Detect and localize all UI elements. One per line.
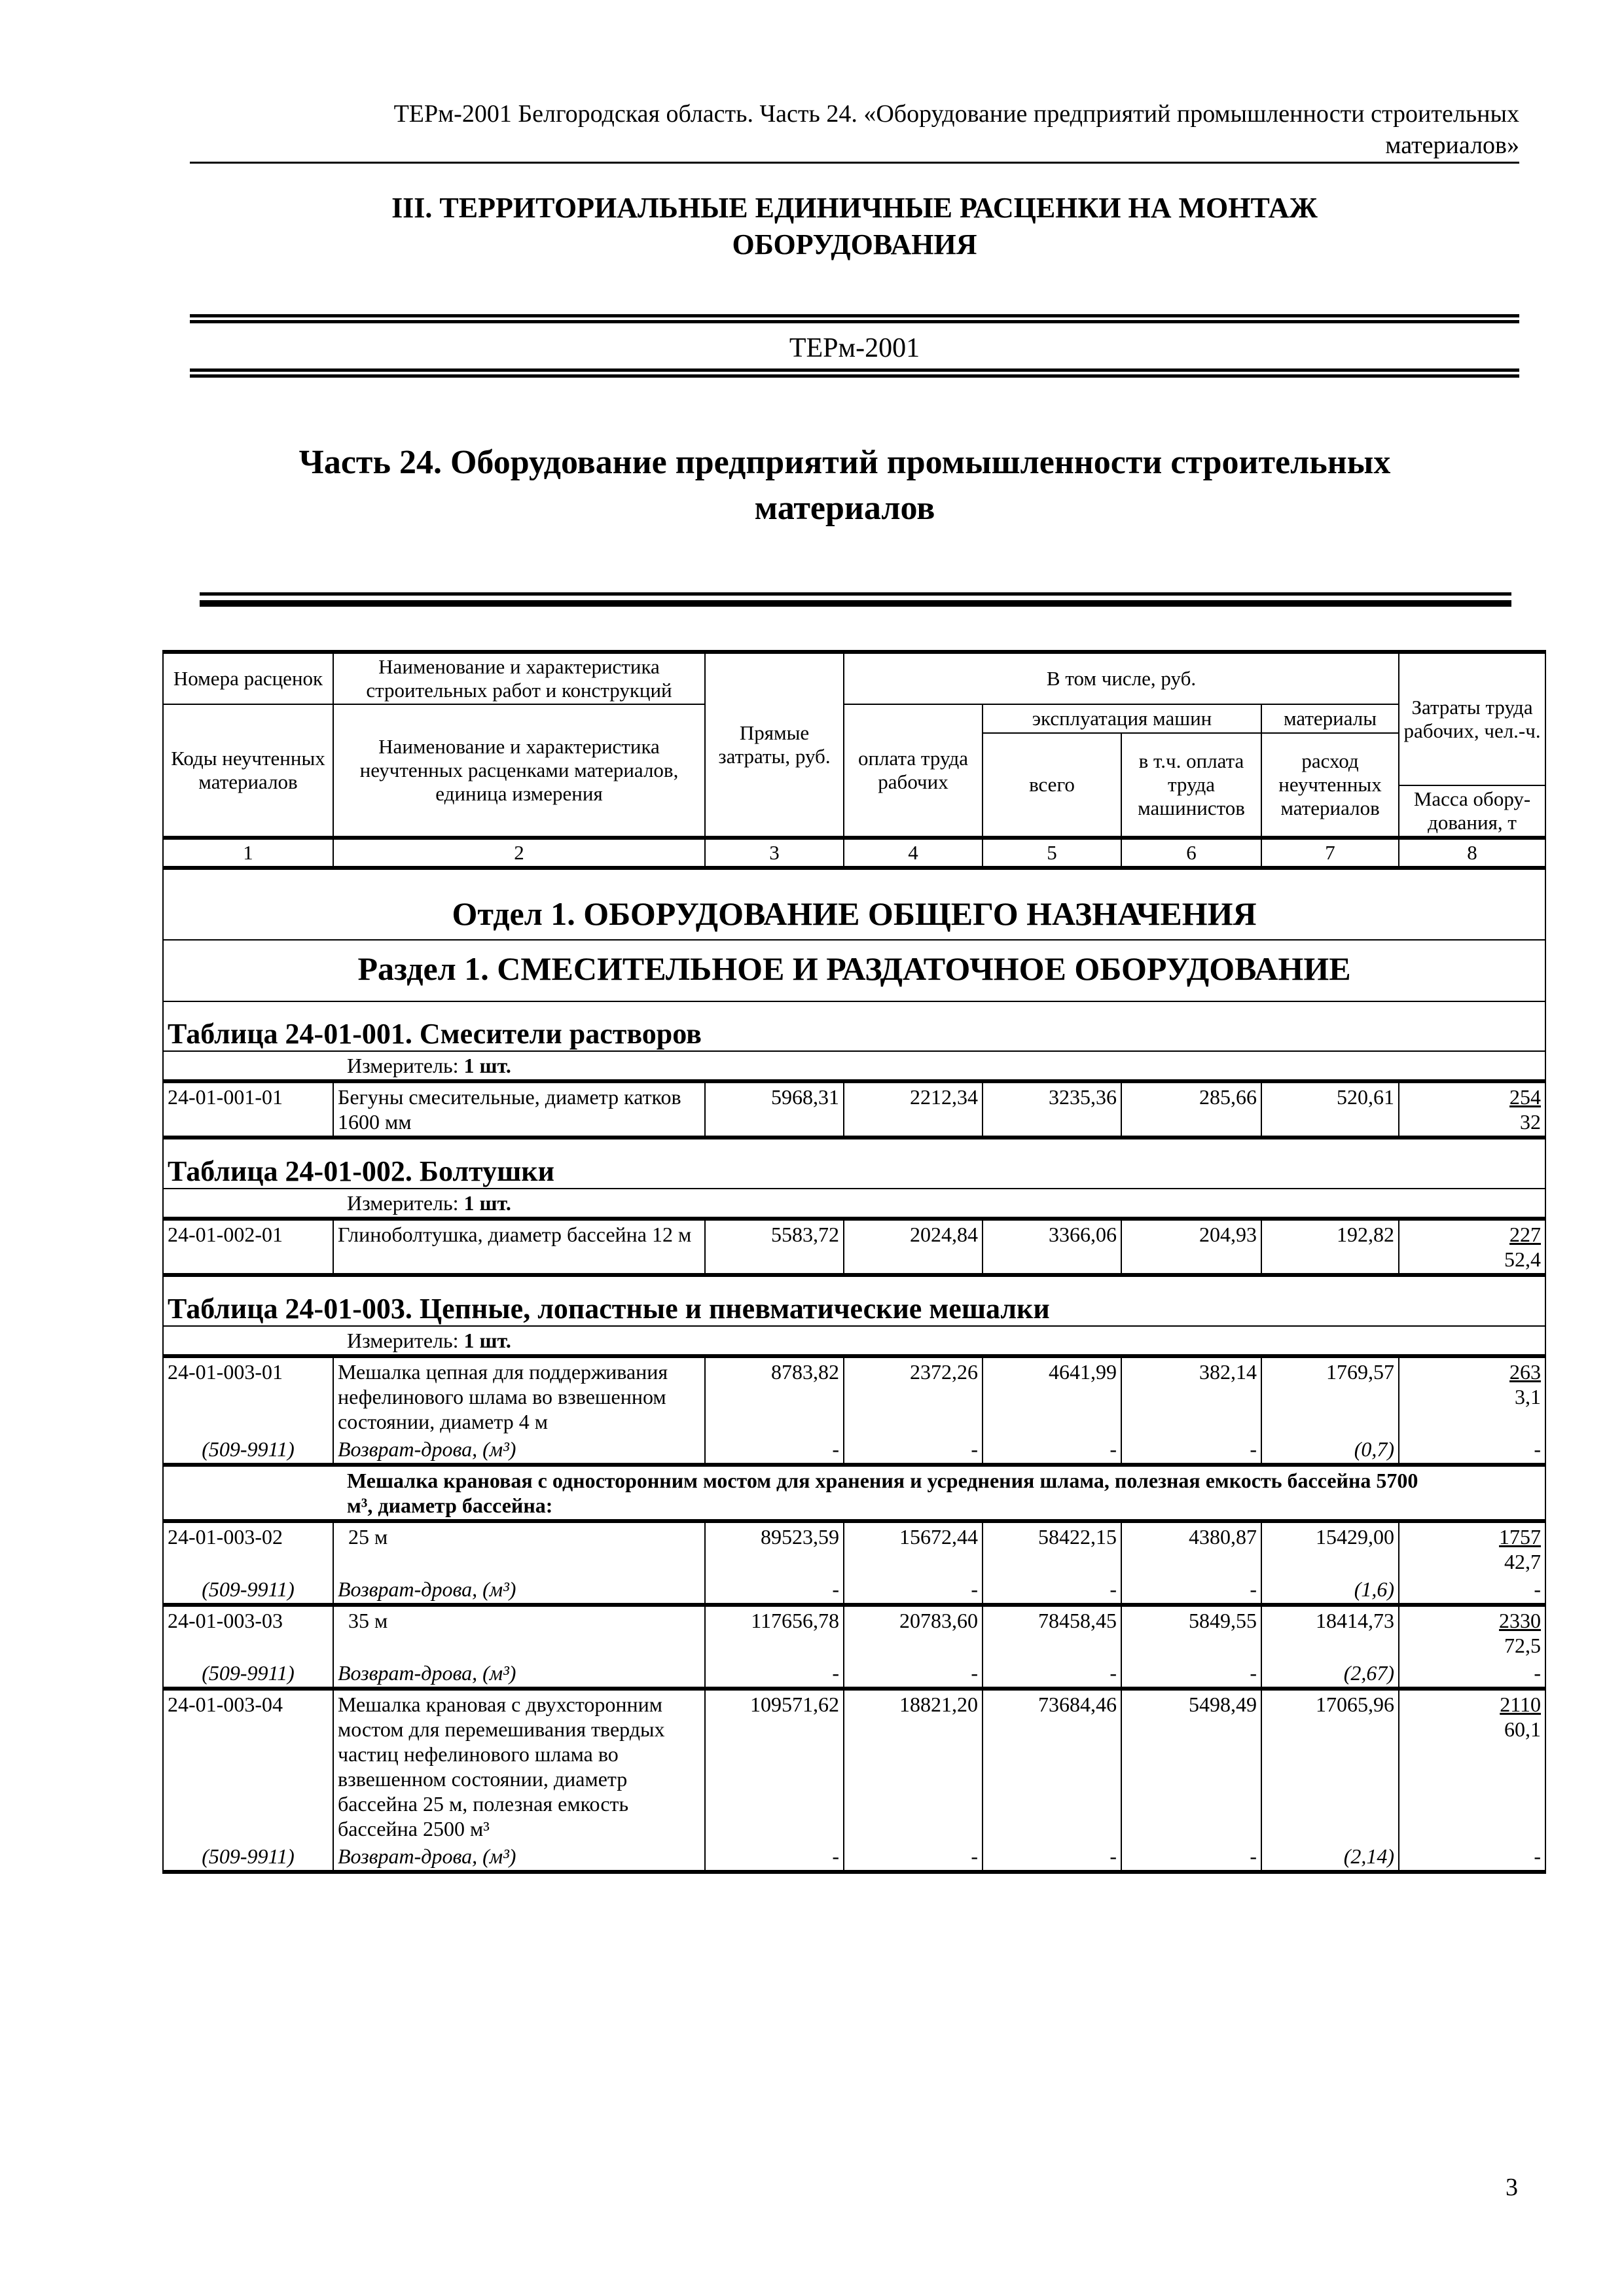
hdr-material-codes: Коды неучтенных материалов	[163, 704, 333, 838]
machinist-pay: 285,66	[1121, 1081, 1261, 1138]
equipment-mass: 52,4	[1504, 1247, 1542, 1271]
worker-pay: 20783,60	[844, 1605, 983, 1659]
rate-code: 24-01-002-01	[163, 1219, 333, 1275]
dash-cell: -	[1121, 1659, 1261, 1689]
section-title	[190, 190, 1519, 263]
material-row	[163, 1575, 1545, 1605]
rate-name: Глиноболтушка, диаметр бассейна 12 м	[333, 1219, 705, 1275]
table-row	[163, 1219, 1545, 1275]
machines-total: 78458,45	[983, 1605, 1121, 1659]
col-num-6: 6	[1121, 838, 1261, 868]
dash-cell: -	[844, 1575, 983, 1605]
direct-cost: 117656,78	[705, 1605, 844, 1659]
dash-cell: -	[1399, 1842, 1545, 1872]
rate-name: Бегуны смесительные, диаметр катков 1600 мм	[333, 1081, 705, 1138]
labor-hours: 2330	[1499, 1609, 1542, 1632]
table-title: Таблица 24-01-001. Смесители растворов	[163, 1001, 1545, 1051]
machinist-pay: 5498,49	[1121, 1689, 1261, 1842]
worker-pay: 2212,34	[844, 1081, 983, 1138]
measure-unit	[163, 1326, 1545, 1356]
material-code: (509-9911)	[163, 1435, 333, 1465]
dash-cell: -	[1121, 1842, 1261, 1872]
dash-cell: -	[705, 1842, 844, 1872]
hdr-labor-hours: Затраты труда рабочих, чел.-ч.	[1399, 652, 1545, 785]
material-name: Возврат-дрова, (м³)	[333, 1659, 705, 1689]
labor-mass	[1399, 1081, 1545, 1138]
hdr-worker-pay: оплата труда рабочих	[844, 704, 983, 838]
page-number: 3	[1506, 2174, 1518, 2201]
rate-name: Мешалка цепная для поддерживания нефелинового шлама во взвешенном состоянии, диаметр 4 м	[333, 1356, 705, 1435]
materials-cost: 17065,96	[1261, 1689, 1399, 1842]
double-rule-top	[190, 314, 1519, 323]
section-title-line1: III. ТЕРРИТОРИАЛЬНЫЕ ЕДИНИЧНЫЕ РАСЦЕНКИ НА МОНТАЖ	[391, 192, 1318, 224]
material-row	[163, 1435, 1545, 1465]
material-name: Возврат-дрова, (м³)	[333, 1575, 705, 1605]
part-title-line2: материалов	[754, 490, 935, 527]
hdr-machinist-pay: в т.ч. оплата труда машинистов	[1121, 733, 1261, 838]
material-row	[163, 1659, 1545, 1689]
measure-label: Измеритель:	[347, 1191, 459, 1215]
labor-hours: 1757	[1499, 1525, 1542, 1549]
materials-cost: 18414,73	[1261, 1605, 1399, 1659]
machinist-pay: 4380,87	[1121, 1521, 1261, 1575]
worker-pay: 15672,44	[844, 1521, 983, 1575]
dash-cell: -	[983, 1435, 1121, 1465]
dash-cell: -	[844, 1842, 983, 1872]
col-num-7: 7	[1261, 838, 1399, 868]
rate-code: 24-01-003-01	[163, 1356, 333, 1435]
machines-total: 58422,15	[983, 1521, 1121, 1575]
col-num-4: 4	[844, 838, 983, 868]
dash-cell: -	[983, 1842, 1121, 1872]
hdr-unaccounted-materials: расход неучтенных материалов	[1261, 733, 1399, 838]
dash-cell: -	[1399, 1659, 1545, 1689]
machines-total: 3235,36	[983, 1081, 1121, 1138]
equipment-mass: 3,1	[1515, 1385, 1542, 1408]
running-header-line1: ТЕРм-2001 Белгородская область. Часть 24. «Оборудование предприятий промышленности строительных	[393, 100, 1519, 128]
col-num-8: 8	[1399, 838, 1545, 868]
hdr-material-names: Наименование и характеристика неучтенных расценками материалов, единица измерения	[333, 704, 705, 838]
direct-cost: 5968,31	[705, 1081, 844, 1138]
dash-cell: -	[705, 1659, 844, 1689]
hdr-machines: эксплуатация машин	[983, 704, 1261, 733]
labor-mass	[1399, 1605, 1545, 1659]
direct-cost: 89523,59	[705, 1521, 844, 1575]
machines-total: 73684,46	[983, 1689, 1121, 1842]
table-row	[163, 1521, 1545, 1575]
material-row	[163, 1842, 1545, 1872]
dash-cell: -	[1121, 1575, 1261, 1605]
dash-cell: -	[705, 1435, 844, 1465]
measure-value: 1 шт.	[463, 1191, 511, 1215]
hdr-including: В том числе, руб.	[844, 652, 1399, 704]
section-title-line2: ОБОРУДОВАНИЯ	[732, 228, 977, 260]
table-title: Таблица 24-01-003. Цепные, лопастные и пневматические мешалки	[163, 1275, 1545, 1326]
dash-cell: -	[1399, 1575, 1545, 1605]
labor-hours: 263	[1509, 1360, 1542, 1384]
header-rule	[190, 162, 1519, 164]
rate-code: 24-01-003-03	[163, 1605, 333, 1659]
rate-name: 35 м	[333, 1605, 705, 1659]
labor-hours: 227	[1509, 1223, 1542, 1246]
machinist-pay: 382,14	[1121, 1356, 1261, 1435]
rate-name: 25 м	[333, 1521, 705, 1575]
rate-name: Мешалка крановая с двухсторонним мостом для перемешивания твердых частиц нефелинового шлама во взвешенном состоянии, диаметр бассейна 25 м, полезная емкость бассейна 2500 м³	[333, 1689, 705, 1842]
hdr-machines-total: всего	[983, 733, 1121, 838]
material-name: Возврат-дрова, (м³)	[333, 1842, 705, 1872]
equipment-mass: 60,1	[1504, 1717, 1542, 1741]
material-code: (509-9911)	[163, 1575, 333, 1605]
table-row	[163, 1689, 1545, 1842]
double-rule-thick	[200, 592, 1511, 607]
hdr-work-name: Наименование и характеристика строительных работ и конструкций	[333, 652, 705, 704]
material-name: Возврат-дрова, (м³)	[333, 1435, 705, 1465]
materials-cost: 520,61	[1261, 1081, 1399, 1138]
labor-mass	[1399, 1219, 1545, 1275]
material-code: (509-9911)	[163, 1842, 333, 1872]
measure-value: 1 шт.	[463, 1054, 511, 1077]
machines-total: 3366,06	[983, 1219, 1121, 1275]
table-row	[163, 1605, 1545, 1659]
col-num-3: 3	[705, 838, 844, 868]
labor-mass	[1399, 1521, 1545, 1575]
worker-pay: 2372,26	[844, 1356, 983, 1435]
direct-cost: 5583,72	[705, 1219, 844, 1275]
equipment-mass: 32	[1520, 1110, 1542, 1134]
section-heading: Раздел 1. СМЕСИТЕЛЬНОЕ И РАЗДАТОЧНОЕ ОБОРУДОВАНИЕ	[163, 940, 1545, 1001]
machines-total: 4641,99	[983, 1356, 1121, 1435]
hdr-rate-numbers: Номера расценок	[163, 652, 333, 704]
equipment-mass: 72,5	[1504, 1634, 1542, 1657]
dash-cell: -	[705, 1575, 844, 1605]
measure-value: 1 шт.	[463, 1329, 511, 1352]
worker-pay: 2024,84	[844, 1219, 983, 1275]
measure-unit	[163, 1051, 1545, 1081]
part-title-line1: Часть 24. Оборудование предприятий промышленности строительных	[298, 444, 1391, 481]
double-rule-bottom	[190, 368, 1519, 378]
hdr-equipment-mass: Масса обору-дования, т	[1399, 785, 1545, 838]
dash-cell: -	[844, 1659, 983, 1689]
direct-cost: 109571,62	[705, 1689, 844, 1842]
material-qty: (2,14)	[1261, 1842, 1399, 1872]
col-num-1: 1	[163, 838, 333, 868]
measure-unit	[163, 1189, 1545, 1219]
material-qty: (2,67)	[1261, 1659, 1399, 1689]
dash-cell: -	[1121, 1435, 1261, 1465]
measure-label: Измеритель:	[347, 1329, 459, 1352]
hdr-materials: материалы	[1261, 704, 1399, 733]
measure-label: Измеритель:	[347, 1054, 459, 1077]
materials-cost: 1769,57	[1261, 1356, 1399, 1435]
dash-cell: -	[1399, 1435, 1545, 1465]
machinist-pay: 204,93	[1121, 1219, 1261, 1275]
rate-code: 24-01-003-02	[163, 1521, 333, 1575]
col-num-5: 5	[983, 838, 1121, 868]
table-row	[163, 1356, 1545, 1435]
materials-cost: 192,82	[1261, 1219, 1399, 1275]
table-row	[163, 1081, 1545, 1138]
labor-hours: 254	[1509, 1085, 1542, 1109]
table-title: Таблица 24-01-002. Болтушки	[163, 1138, 1545, 1189]
labor-mass	[1399, 1689, 1545, 1842]
equipment-mass: 42,7	[1504, 1550, 1542, 1573]
machinist-pay: 5849,55	[1121, 1605, 1261, 1659]
part-title	[170, 440, 1519, 531]
direct-cost: 8783,82	[705, 1356, 844, 1435]
hdr-direct-costs: Прямые затраты, руб.	[705, 652, 844, 838]
labor-hours: 2110	[1500, 1693, 1542, 1716]
labor-mass	[1399, 1356, 1545, 1435]
dash-cell: -	[983, 1575, 1121, 1605]
rates-table	[162, 650, 1546, 1874]
group-title: Мешалка крановая с односторонним мостом для хранения и усреднения шлама, полезная емкость бассейна 5700 м³, диаметр бассейна:	[163, 1465, 1545, 1521]
rate-code: 24-01-003-04	[163, 1689, 333, 1842]
material-code: (509-9911)	[163, 1659, 333, 1689]
standard-label: ТЕРм-2001	[789, 333, 920, 363]
materials-cost: 15429,00	[1261, 1521, 1399, 1575]
department-title: Отдел 1. ОБОРУДОВАНИЕ ОБЩЕГО НАЗНАЧЕНИЯ	[163, 868, 1545, 940]
running-header-line2: материалов»	[1385, 132, 1519, 159]
rate-code: 24-01-001-01	[163, 1081, 333, 1138]
group-header-row	[163, 1465, 1545, 1521]
running-header	[170, 98, 1519, 161]
col-num-2: 2	[333, 838, 705, 868]
material-qty: (0,7)	[1261, 1435, 1399, 1465]
worker-pay: 18821,20	[844, 1689, 983, 1842]
material-qty: (1,6)	[1261, 1575, 1399, 1605]
dash-cell: -	[983, 1659, 1121, 1689]
dash-cell: -	[844, 1435, 983, 1465]
